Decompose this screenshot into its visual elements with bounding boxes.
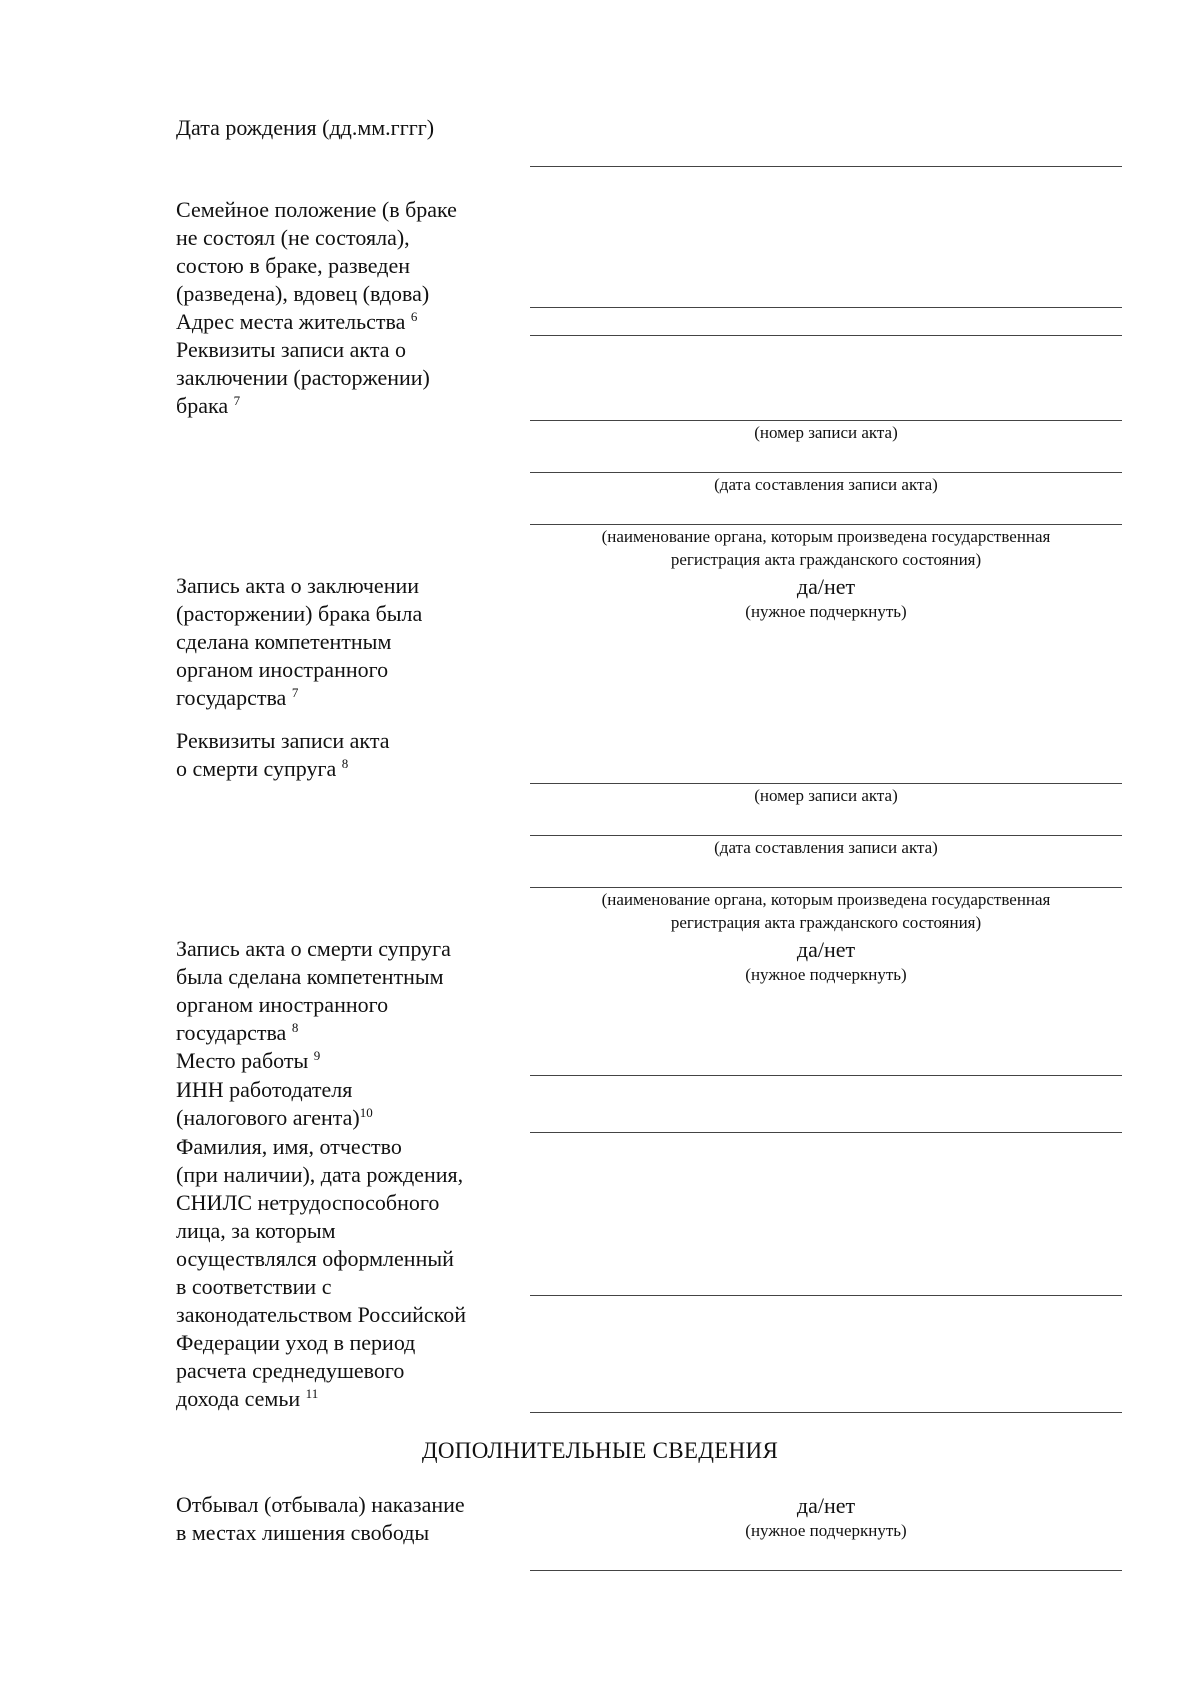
- foreign-marriage-footnote: 7: [291, 685, 299, 700]
- care-label-8: Федерации уход в период: [176, 1330, 416, 1355]
- foreign-death-label-3: органом иностранного: [176, 992, 389, 1017]
- care-label-1: Фамилия, имя, отчество: [176, 1134, 402, 1159]
- prison-underline-note: (нужное подчеркнуть): [745, 1521, 907, 1540]
- marital-status-label-1: Семейное положение (в браке: [176, 197, 457, 222]
- marriage-record-label-3: [176, 392, 240, 420]
- foreign-death-footnote: 8: [291, 1020, 299, 1035]
- birth-date-line: [530, 166, 1122, 167]
- death-record-footnote: 8: [341, 756, 349, 771]
- marriage-record-text: брака: [176, 393, 229, 418]
- care-label-4: лица, за которым: [176, 1218, 336, 1243]
- marriage-record-label-1: Реквизиты записи акта о: [176, 337, 406, 362]
- foreign-death-yes-no[interactable]: да/нет: [796, 937, 856, 962]
- workplace-footnote: 9: [313, 1048, 321, 1063]
- care-label-9: расчета среднедушевого: [176, 1358, 405, 1383]
- foreign-marriage-text: государства: [176, 685, 287, 710]
- foreign-death-text: государства: [176, 1020, 287, 1045]
- marriage-authority-caption-1: (наименование органа, которым произведена государственная: [601, 527, 1051, 546]
- marriage-record-authority-line: [530, 524, 1122, 525]
- foreign-marriage-yes-no[interactable]: да/нет: [796, 574, 856, 599]
- marriage-record-number-line: [530, 420, 1122, 421]
- foreign-marriage-label-3: сделана компетентным: [176, 629, 392, 654]
- section-heading: ДОПОЛНИТЕЛЬНЫЕ СВЕДЕНИЯ: [421, 1438, 779, 1463]
- prison-label-1: Отбывал (отбывала) наказание: [176, 1492, 465, 1517]
- prison-label-2: в местах лишения свободы: [176, 1520, 430, 1545]
- marriage-authority-caption-2: регистрация акта гражданского состояния): [670, 550, 982, 569]
- foreign-death-label-2: была сделана компетентным: [176, 964, 444, 989]
- address-text: Адрес места жительства: [176, 309, 406, 334]
- marital-status-line: [530, 307, 1122, 308]
- marital-status-label-2: не состоял (не состояла),: [176, 225, 410, 250]
- employer-inn-footnote: 10: [359, 1105, 373, 1120]
- marriage-record-number-caption: (номер записи акта): [754, 423, 898, 442]
- prison-line: [530, 1570, 1122, 1571]
- employer-inn-text: (налогового агента): [176, 1105, 360, 1130]
- prison-yes-no[interactable]: да/нет: [796, 1493, 856, 1518]
- address-footnote: 6: [410, 309, 418, 324]
- death-record-label-1: Реквизиты записи акта: [176, 728, 390, 753]
- marriage-record-footnote: 7: [233, 393, 241, 408]
- foreign-death-label-4: [176, 1019, 298, 1047]
- care-label-3: СНИЛС нетрудоспособного: [176, 1190, 440, 1215]
- care-label-5: осуществлялся оформленный: [176, 1246, 454, 1271]
- employer-inn-label-2: [176, 1104, 373, 1132]
- death-record-label-2: [176, 755, 348, 783]
- address-line: [530, 335, 1122, 336]
- marriage-record-date-line: [530, 472, 1122, 473]
- marital-status-label-4: (разведена), вдовец (вдова): [176, 281, 430, 306]
- care-label-10: [176, 1385, 318, 1413]
- care-label-6: в соответствии с: [176, 1274, 332, 1299]
- death-authority-caption-2: регистрация акта гражданского состояния): [670, 913, 982, 932]
- marital-status-label-3: состою в браке, разведен: [176, 253, 411, 278]
- foreign-marriage-label-1: Запись акта о заключении: [176, 573, 420, 598]
- care-label-7: законодательством Российской: [176, 1302, 466, 1327]
- foreign-marriage-underline-note: (нужное подчеркнуть): [745, 602, 907, 621]
- foreign-marriage-label-2: (расторжении) брака была: [176, 601, 423, 626]
- care-text-10: дохода семьи: [176, 1386, 301, 1411]
- death-record-date-caption: (дата составления записи акта): [714, 838, 938, 857]
- death-record-text: о смерти супруга: [176, 756, 337, 781]
- foreign-death-underline-note: (нужное подчеркнуть): [745, 965, 907, 984]
- workplace-line: [530, 1075, 1122, 1076]
- address-label: [176, 308, 417, 336]
- foreign-marriage-label-4: органом иностранного: [176, 657, 389, 682]
- death-record-date-line: [530, 835, 1122, 836]
- death-record-authority-line: [530, 887, 1122, 888]
- foreign-marriage-label-5: [176, 684, 298, 712]
- employer-inn-label-1: ИНН работодателя: [176, 1077, 353, 1102]
- marriage-record-label-2: заключении (расторжении): [176, 365, 430, 390]
- death-authority-caption-1: (наименование органа, которым произведена государственная: [601, 890, 1051, 909]
- care-line-2: [530, 1412, 1122, 1413]
- care-label-2: (при наличии), дата рождения,: [176, 1162, 464, 1187]
- workplace-text: Место работы: [176, 1048, 309, 1073]
- marriage-record-date-caption: (дата составления записи акта): [714, 475, 938, 494]
- birth-date-label: Дата рождения (дд.мм.гггг): [176, 115, 435, 140]
- care-footnote: 11: [305, 1386, 319, 1401]
- workplace-label: [176, 1047, 320, 1075]
- employer-inn-line: [530, 1132, 1122, 1133]
- foreign-death-label-1: Запись акта о смерти супруга: [176, 936, 451, 961]
- death-record-number-caption: (номер записи акта): [754, 786, 898, 805]
- death-record-number-line: [530, 783, 1122, 784]
- care-line-1: [530, 1295, 1122, 1296]
